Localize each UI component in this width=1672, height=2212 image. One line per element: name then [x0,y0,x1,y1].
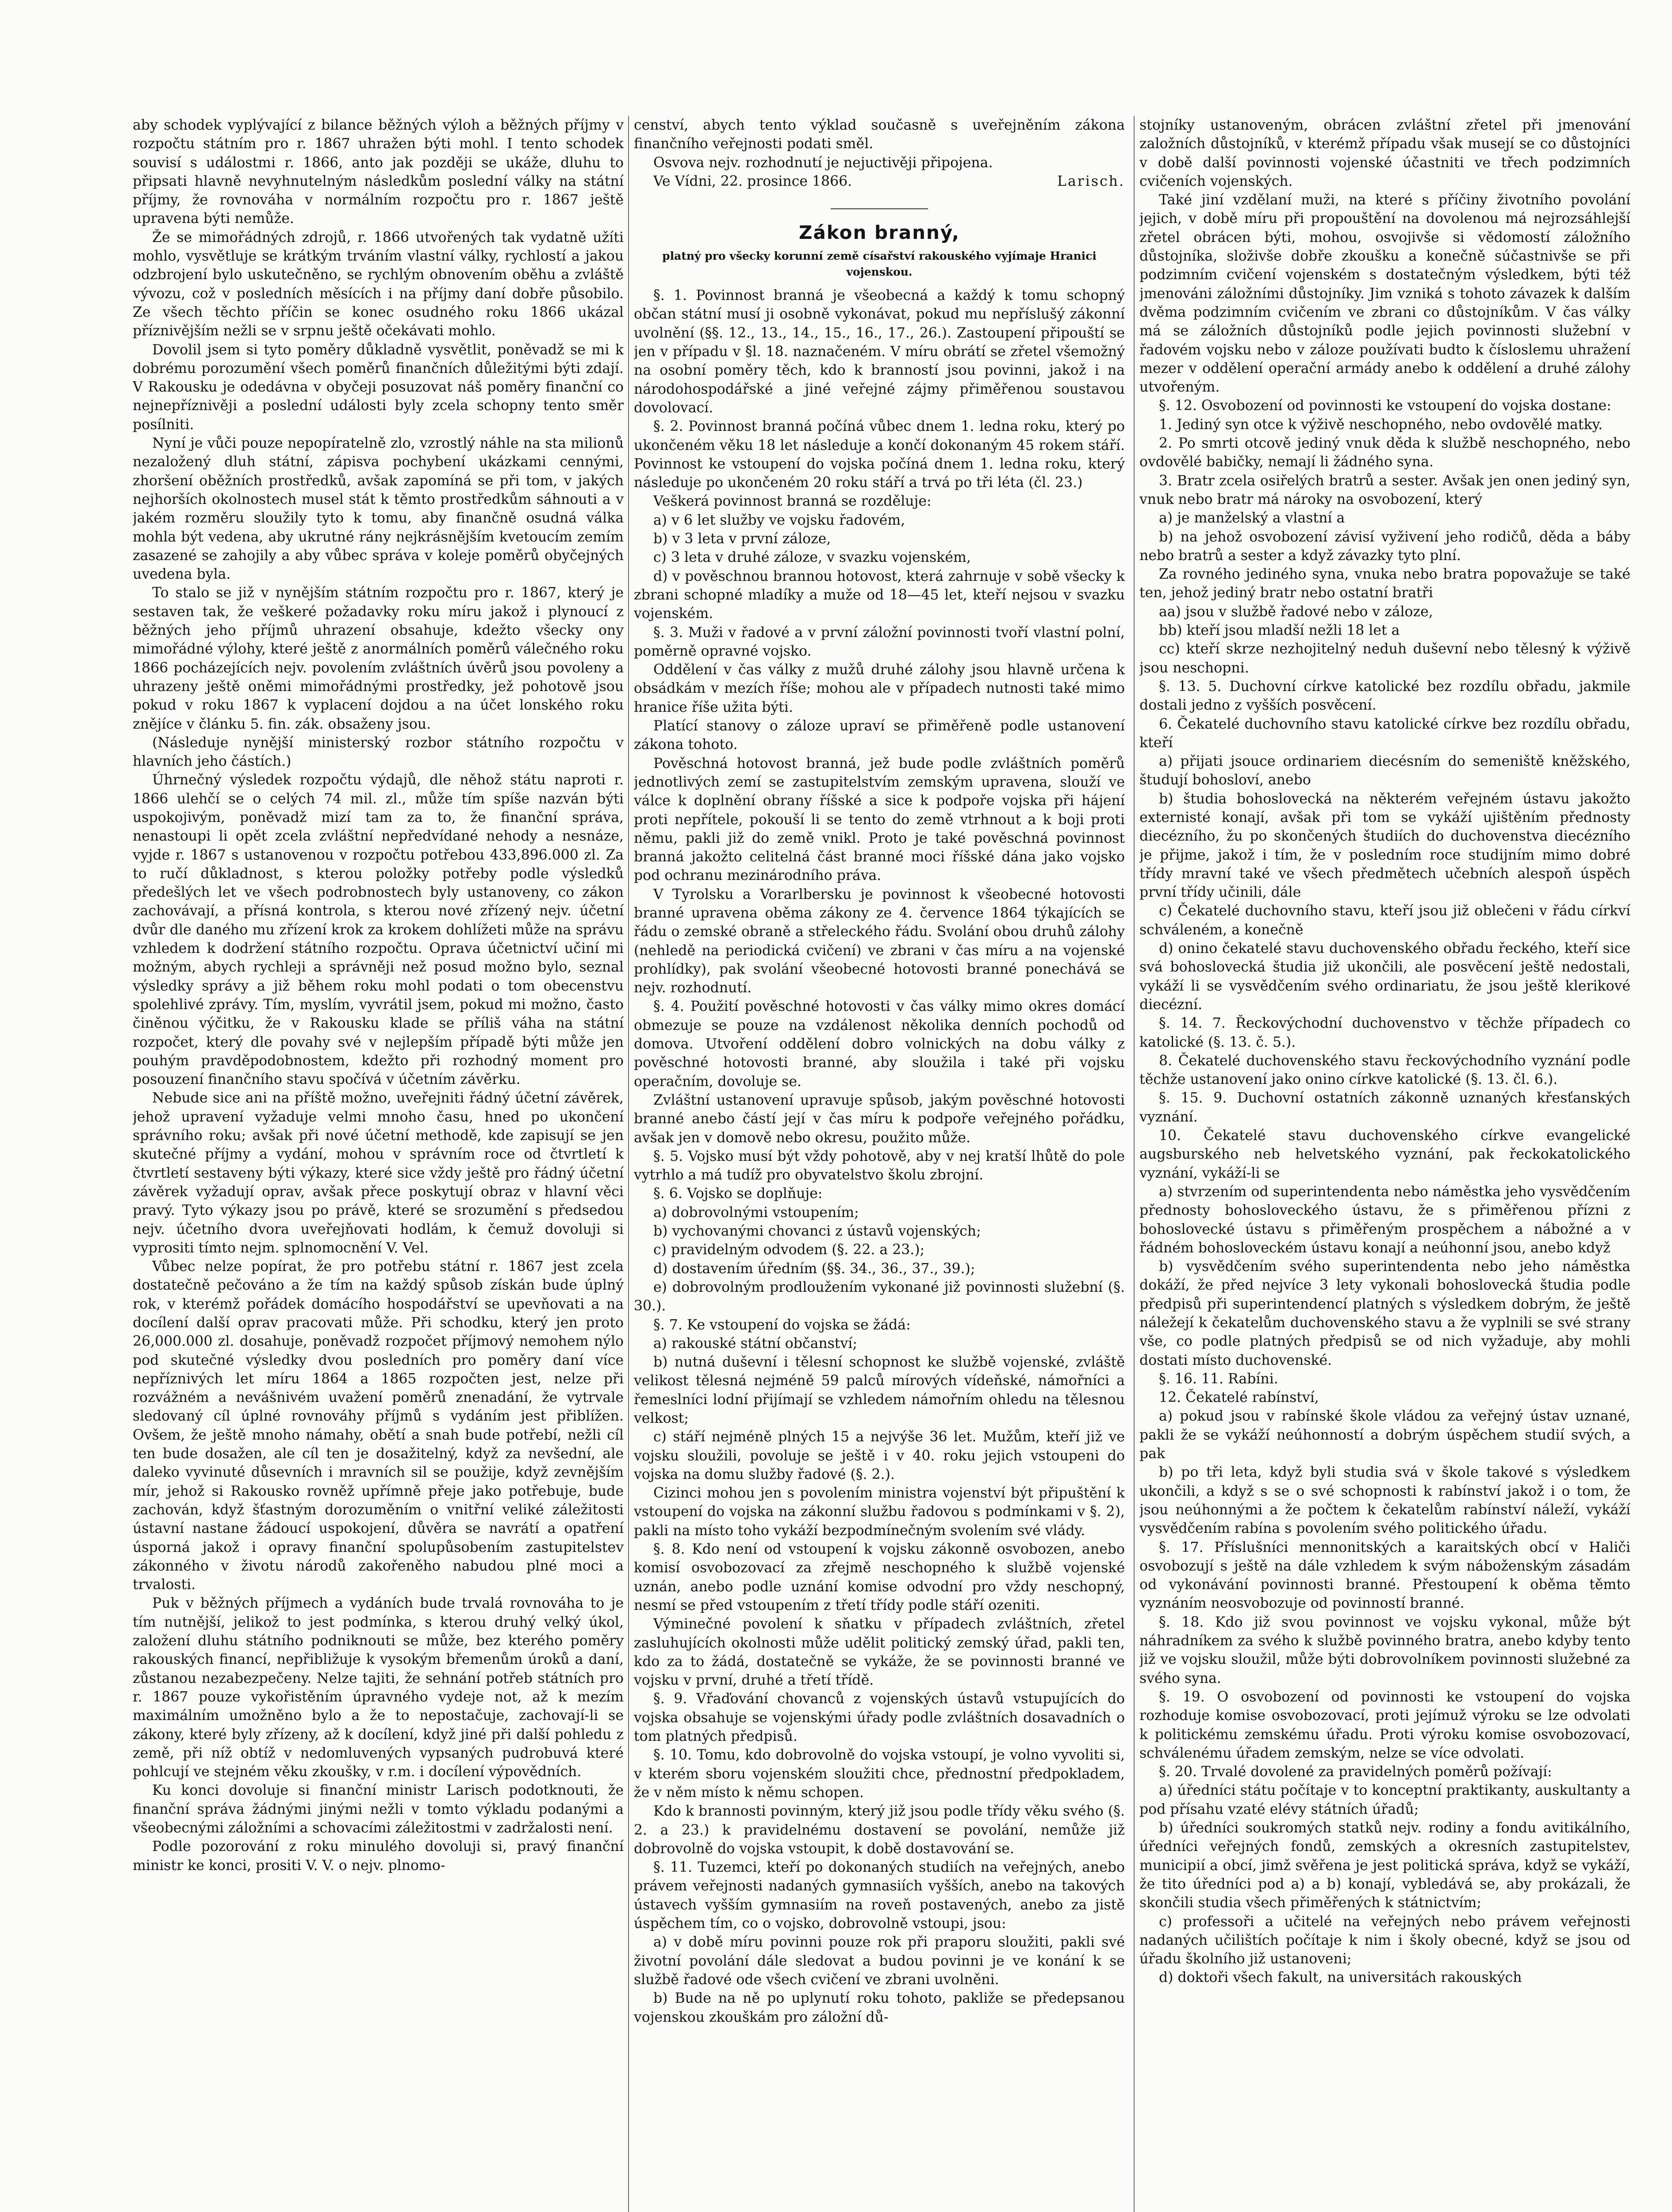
law-list-item: a) dobrovolnými vstoupením; [653,1204,859,1221]
law-list-item: b) po tři leta, když byli studia svá v škole takové s výsledkem ukončili, a když s se o své schopnosti k rabínství jakož i o tom, že jsou neúhonnými a že počtem k čekatelům rabínství náleží, vykáží vysvědčením rabína s povolením svého politického úřadu. [1139,1464,1630,1537]
law-list-item: b) vychovanými chovanci z ústavů vojenských; [653,1223,981,1240]
law-paragraph: §. 6. Vojsko se doplňuje: [653,1186,823,1202]
law-title: Zákon branný, [799,222,960,244]
law-list-item: a) přijati jsouce ordinariem diecésním do semeniště kněžského, študují bohosloví, anebo [1139,753,1630,788]
law-list-item: a) pokud jsou v rabínské škole vládou za veřejný ústav uznané, pakli že se vykáží neúhonností a dobrým úspěchem studií svých, a pak [1139,1408,1630,1462]
law-list-item: aa) jsou v službě řadové nebo v záloze, [1159,603,1433,620]
law-paragraph: Veškerá povinnost branná se rozděluje: [653,493,932,510]
law-list-item: e) dobrovolným prodloužením vykonané již povinnosti služební (§. 30.). [634,1279,1125,1314]
law-paragraph: §. 5. Vojsko musí být vždy pohotově, aby v nej kratší lhůtě do pole vytrhlo a má tudíž pro obyvatelstvo školu zbrojní. [634,1148,1125,1183]
law-list-item: c) professoři a učitelé na veřejných nebo právem veřejnosti nadaných učilištích počítaje k nim i školy obecné, když se jsou od úřadu školního již ustanoveni; [1139,1913,1630,1967]
law-list-item: b) v 3 leta v první záloze, [653,531,831,547]
column-1 [133,116,624,2212]
text-paragraph: Ku konci dovoluje si finanční ministr Larisch podotknouti, že finanční správa žádnými jinými nežli v tomto výkladu podanými a všeobecnými záložními a schovacími záležitostmi v zadržalosti není. [133,1782,624,1836]
law-paragraph: §. 12. Osvobození od povinnosti ke vstoupení do vojska dostane: [1159,398,1611,414]
dateline-row [634,172,1125,191]
text-paragraph: Nyní je vůči pouze nepopíratelně zlo, vzrostlý náhle na sta milionů nezaložený dluh státní, zápisva pochybení ukázkami cennými, zhoršení oběžních prostředků, avšak zapomíná se při tom, v jakých nejhorších okolnostech musel stát k těmto prostředkům sáhnouti a v jakém rozměru sloužily tyto k tomu, aby finančně osudná válka mohla být vedena, aby ukrutné rány nejkrásnějším kvetoucím zemím zasazené se zahojily a aby vůbec správa v koleje poměrů obyčejných uvedena byla. [133,435,624,583]
text-paragraph: Vůbec nelze popírat, že pro potřebu státní r. 1867 jest zcela dostatečně pečováno a že tím na každý spůsob získán bude úplný rok, v kterémž pořádek domácího hospodářství se upevňovati a na docílení další oprav pracovati může. Při schodku, který jen proto 26,000.000 zl. dosahuje, poněvadž rozpočet příjmový nemohem nýlo pod skutečné výsledky dvou posledních pro poměry daní více nepříznivých let míru 1864 a 1865 rozpočten jest, nelze při rozvážném a nevášnivém uvažení poměrů znenadání, že vytrvale sledovaný cíl úplné rovnováhy příjmů s vydáním jest přiblížen. Ovšem, že ještě mnoho námahy, obětí a snah bude potřebí, nežli cíl ten bude dosažen, ale cíl ten je dosažitelný, když za nevšední, ale daleko vyvinuté důsevních i mravních sil se použije, když zevnějším mír, jehož si Rakousko rovněž upřímně přeje jako potřebuje, bude zachován, když šťastným dorozuměním o vnitřní veliké záležitosti ústavní nastane žádoucí uspokojení, důvěra se navrátí a opatření úsporná jakož i opravy finanční spolupůsobením zastupitelstev zákonného v životu národů zakořeněho nabudou plné moci a trvalosti. [133,1259,624,1593]
section-divider [831,208,928,209]
law-paragraph: 12. Čekatelé rabínství, [1159,1390,1319,1406]
law-list-item: b) na jehož osvobození závisí vyživení jeho rodičů, děda a báby nebo bratrů a sester a když závazky tyto plní. [1139,529,1630,564]
text-paragraph-note: (Následuje nynější ministerský rozbor státního rozpočtu v hlavních jeho částích.) [133,734,624,770]
law-paragraph: §. 19. O osvobození od povinnosti ke vstoupení do vojska rozhoduje komise osvobozovací, proti jejímuž výroku se lze odvolati k politickému zemskému úřadu. Proti výroku komise osvobozovací, schválenému úřadem zemským, nelze se více odvolati. [1139,1689,1630,1761]
law-list-item: a) v 6 let služby ve vojsku řadovém, [653,512,905,528]
text-paragraph: Nebude sice ani na příště možno, uveřejniti řádný účetní závěrek, jehož upravení vyžaduje velmi mnoho času, hned po ukončení správního roku; avšak při nové účetní methodě, kde zapisují se jen skutečné příjmy a vydání, mohou v správním roce od čtvrtletí k čtvrtletí sestaveny býti výkazy, které sice vždy ještě pro řádný účetní závěrek vyžadují oprav, avšak přece poskytují obraz v hlavní věci pravý. Tyto výkazy jsou po právě, které se srozumění s předsedou nejv. účetního dvora uveřejňovati hodlám, k čemuž dovoluji si vyprositi tímto nejm. splnomocnění V. Vel. [133,1090,624,1256]
text-paragraph: Úhrnečný výsledek rozpočtu výdajů, dle něhož státu naproti r. 1866 ulehčí se o celých 74 mil. zl., může tím spíše nazván býti uspokojivým, poněvadž mizí tam za to, že finanční správa, nenastoupi li opět zcela zvláštní nepředvídané nehody a nesnáze, vyjde r. 1867 s ustanovenou v rozpočtu potřebou 433,896.000 zl. Za to ručí důkladnost, s kterou položky potřeby podle výsledků předešlých let ve všech podrobnostech byly ustanoveny, co zákon zachovávají, a přísná kontrola, s kterou nové zřízený nejv. účetní dvůr dle daného mu zřízení krok za krokem dohlížeti může na správu vzhledem k dodržení státního rozpočtu. Oprava účetnictví učiní mi možným, abych rychleji a správněji než posud možno bylo, seznal výsledky správy a již během roku mohl podati o tom obecenstvu spolehlivé zprávy. Tím, myslím, vyvrátil jsem, pokud mi možno, často činěnou výčitku, že v Rakousku klade se příliš váha na státní rozpočet, který dle povahy své v nejlepším případě býti může jen pouhým pravděpodobnostem, kdežto při rozhodný moment pro posouzení finančního stavu spočívá v účetním závěrku. [133,772,624,1088]
law-list-item: b) nutná duševní i tělesní schopnost ke službě vojenské, zvláště velikost tělesná nejméně 59 palců mírových vídeňské, námořníci a řemeslníci lodní přijímají se vzhledem námořním ohledu na tělesnou velkost; [634,1354,1125,1426]
law-list-item: c) stáří nejméně plných 15 a nejvýše 36 let. Mužům, kteří již ve vojsku sloužili, povoluje se ještě i v 40. roku jejich vstoupeni do vojska na domu služby řadové (§. 2.). [634,1429,1125,1482]
law-paragraph: Výminečné povolení k sňatku v případech zvláštních, zřetel zasluhujících okolnosti může udělit politický zemský úřad, pakli ten, kdo za to žádá, dostatečně se vykáže, že se povinnosti branné ve vojsku v první, druhé a třetí třídě. [634,1616,1125,1689]
law-paragraph: 8. Čekatelé duchovenského stavu řeckovýchodního vyznání podle těchže ustanovení jako onino církve katolické (§. 13. čl. 6.). [1139,1052,1630,1088]
law-list-item: a) je manželský a vlastní a [1159,510,1345,526]
signature: Larisch. [1057,173,1125,189]
dateline: Ve Vídni, 22. prosince 1866. [653,173,852,189]
law-list-item: c) Čekatelé duchovního stavu, kteří jsou již oblečeni v řádu církví schváleném, a konečně [1139,903,1630,938]
law-list-item: 2. Po smrti otcově jediný vnuk děda k službě neschopného, nebo ovdovělé babičky, nemají li žádného syna. [1139,435,1630,470]
law-paragraph: Cizinci mohou jen s povolením ministra vojenství být připuštění k vstoupení do vojska na zákonní službu řadovou s podmínkami v §. 2), pakli na místo toho vykáží bezpodmínečným svolením své vlády. [634,1485,1125,1539]
law-paragraph: Platící stanovy o záloze upraví se přiměřeně podle ustanovení zákona tohoto. [634,718,1125,753]
law-subtitle: platný pro všecky korunní země císařství rakouského vyjímaje Hranici vojenskou. [662,250,1097,279]
law-paragraph: §. 11. Tuzemci, kteří po dokonaných studiích na veřejných, anebo právem veřejnosti nadaných gymnasiích vyšších, anebo na takových ústavech vyšším gymnasiím na roveň postavených, anebo za jistě úspěchem tím, co o vojsko, dobrovolně vstoupi, jsou: [634,1859,1125,1932]
law-paragraph: §. 17. Příslušníci mennonitských a karaitských obcí v Haliči osvobozují s ještě na dále vzhledem k svým náboženským zásadám od vykonávání povinnosti branné. Přestoupení k oběma těmto vyznáním neosvobozuje od povinností branné. [1139,1539,1630,1612]
column-divider [1134,116,1135,2212]
law-paragraph: 6. Čekatelé duchovního stavu katolické církve bez rozdílu obřadu, kteří [1139,716,1630,751]
law-paragraph: §. 18. Kdo již svou povinnost ve vojsku vykonal, může být náhradníkem za svého k službě povinného bratra, anebo kdyby tento již ve vojsku sloužil, může býti dobrovolníkem povinnosti služebné za svého syna. [1139,1614,1630,1686]
text-paragraph: Dovolil jsem si tyto poměry důkladně vysvětlit, poněvadž se mi k dobrému porozumění všech poměrů finančních důležitými býti zdají. V Rakousku je odedávna v obyčeji posuzovat náš poměry finanční co nejnepříznivěji a poslední události byly zcela schopny tento směr posílniti. [133,342,624,433]
law-paragraph: Pověschná hotovost branná, jež bude podle zvláštních poměrů jednotlivých zemí se zastupitelstvím zemským upravena, slouží ve válce k doplnění obrany říšské a sice k podpoře vojska při hájení proti nepřítele, pokouší li se tento do země vtrhnout a k boji proti němu, pakli již do země vnikl. Proto je také pověschná povinnost branná jakožto celitelná část branné moci říšské dána jako vojsko pod ochranu mezinárodního práva. [634,755,1125,884]
text-paragraph: Že se mimořádných zdrojů, r. 1866 utvořených tak vydatně užíti mohlo, vysvětluje se krátkým trváním vlastní války, rychlostí a jakou odzbrojení bylo uskutečněno, se rychlým obnovením oběhu a zvláště vývozu, což v posledních měsících i na příjmy daní dobře působilo. Ze všech těchto příčin se konec osudného roku 1866 ukázal příznivějším nežli se v srpnu ještě očekávati mohlo. [133,229,624,339]
column-2 [634,116,1125,2212]
law-list-item: a) úředníci státu počítaje v to konceptní praktikanty, auskultanty a pod přísahu vzaté elévy státních úřadů; [1139,1782,1630,1817]
law-list-item: d) v pověschnou brannou hotovost, která zahrnuje v sobě všecky k zbrani schopné mladíky a muže od 18—45 let, kteří nejsou v svazku vojenském. [634,568,1125,622]
text-paragraph: aby schodek vyplývající z bilance běžných výloh a běžných příjmy v rozpočtu státním pro r. 1867 uhražen býti mohl. I tento schodek souvisí s událostmi r. 1866, anto jak později se ukáže, dluhu to připsati hlavně nevyhnutelným následkům poslední války na státní příjmy, že rovnováha v normálním rozpočtu pro r. 1867 ještě upravena býti nemůže. [133,117,624,227]
law-paragraph: §. 7. Ke vstoupení do vojska se žádá: [653,1317,911,1333]
law-paragraph: §. 16. 11. Rabíni. [1159,1371,1278,1387]
law-paragraph: §. 1. Povinnost branná je všeobecná a každý k tomu schopný občan státní musí ji osobně vykonávat, pokud mu nepříslušý zákonní uvolnění (§§. 12., 13., 14., 15., 16., 17., 26.). Zastoupení připouští se jen v případu v §l. 18. naznačeném. V míru obrátí se zřetel všemožný na osobní poměry těch, kdo k branností jsou povinni, jakož i na národohospodářské a jiné veřejné zájmy přiměřenou soustavou dovolovací. [634,288,1125,416]
law-paragraph: §. 2. Povinnost branná počíná vůbec dnem 1. ledna roku, který po ukončeném věku 18 let následuje a končí dokonaným 45 rokem stáří. Povinnost ke vstoupení do vojska počíná dnem 1. ledna roku, který následuje po ukončeném 20 roku stáří a trvá po tři léta (čl. 23.) [634,419,1125,491]
law-paragraph: §. 15. 9. Duchovní ostatních zákonně uznaných křesťanských vyznání. [1139,1090,1630,1125]
law-list-item: 1. Jediný syn otce k výživě neschopného, nebo ovdovělé matky. [1159,416,1603,433]
law-paragraph: Také jiní vzdělaní muži, na které s příčiny životního povolání jejich, v době míru při propouštění na dovolenou má nejrozsáhlejší zřetel obrácen býti, mohou, osvojivše si vědomostí záložního důstojníka, složivše dobře zkoušku a konečně súčastnivše se při podzimním cvičení vojenském s dostatečným výsledkem, býti též jmenováni záložními důstojníky. Jim vzniká s tohoto závazek k dalším dvěma podzimním cvičením ve zbrani co důstojníkům. V čas války má se záložních důstojníků podle jejich povinnosti služební v řadovém vojsku nebo v záloze používati budto k čísloslemu uhražení mezer v oddělení operační armády anebo k oddělení a druhé zálohy utvořeným. [1139,192,1630,396]
law-list-item: c) pravidelným odvodem (§. 22. a 23.); [653,1242,925,1258]
law-list-item: b) úředníci soukromých statků nejv. rodiny a fondu avitikálního, úředníci veřejných fondů, zemských a okresních zastupitelstev, municipií a obcí, jimž svěřena je jest politická správa, když se vykáží, že tito úředníci pod a) a b) konají, vybledává se, aby prokázali, že skončili studia všech přiměřených k státnictvím; [1139,1820,1630,1911]
law-list-item: b) študia bohoslovecká na některém veřejném ústavu jakožto externisté konají, avšak při tom se vykáží ujištěním přednosty diecézního, žu po skončených študiích do duchovenstva diecézního je přijme, jakož i tím, že v posledním roce studijním mimo dobré třídy mravní také ve všech předmětech učebních alespoň úspěch první třídy učinili, dále [1139,791,1630,901]
text-paragraph: cenství, abych tento výklad současně s uveřejněním zákona finančního veřejnosti podati směl. [634,117,1125,152]
law-paragraph: §. 20. Trvalé dovolené za pravidelných poměrů požívají: [1159,1764,1552,1780]
law-list-item: d) doktoři všech fakult, na universitách rakouských [1159,1970,1522,1986]
column-divider [628,116,629,2212]
law-paragraph: V Tyrolsku a Vorarlbersku je povinnost k všeobecné hotovosti branné upravena oběma zákony ze 4. července 1864 týkajících se řádu o zemské obraně a střeleckého řádu. Svolání obou druhů zálohy (nehledě na periodická cvičení) ve zbrani v čas míru a na vojenské prohlídky), pak svolání všeobecné hotovosti branné ponechává se nejv. rozhodnutí. [634,886,1125,996]
law-paragraph: §. 8. Kdo není od vstoupení k vojsku zákonně osvobozen, anebo komisí osvobozovací za zřejmě neschopného k službě vojenské uznán, anebo podle uznání komise odvodní pro vždy neschopný, nesmí se před vstoupením z třetí třídy podle stáří ozeniti. [634,1541,1125,1613]
law-list-item: cc) kteří skrze nezhojitelný neduh duševní nebo tělesný k výživě jsou neschopni. [1139,641,1630,676]
law-list-item: 3. Bratr zcela osiřelých bratrů a sester. Avšak jen onen jediný syn, vnuk nebo bratr má nároky na osvobození, který [1139,472,1630,507]
law-paragraph: 10. Čekatelé stavu duchovenského církve evangelické augsburského neb helvetského vyznání, pak řeckokatolického vyznání, vykáží-li se [1139,1128,1630,1181]
law-paragraph: Zvláštní ustanovení upravuje spůsob, jakým pověschné hotovosti branné anebo částí její v čas míru k podpoře veřejného pořádku, avšak jen v domově nebo okresu, použito může. [634,1092,1125,1146]
law-paragraph: §. 9. Vřaďování chovanců z vojenských ústavů vstupujících do vojska obsahuje se vojenskými úřady podle zvláštních dosavadních o tom platných předpisů. [634,1691,1125,1745]
law-list-item: a) stvrzením od superintendenta nebo náměstka jeho vysvědčením přednosty bohosloveckého ústavu, že s přiměřenou přízni z bohoslovecké ústavu s přiměřeným prospěchem a nábožné a v řádném bohosloveckém ústavu konají a neúhonní jsou, anebo když [1139,1183,1630,1256]
law-paragraph: a) v době míru povinni pouze rok při praporu sloužiti, pakli své životní povolání dále sledovat a budou povinni je ve konání k se službě řadové ode všech cvičení ve zbrani uvolněni. [634,1934,1125,1988]
law-paragraph: §. 10. Tomu, kdo dobrovolně do vojska vstoupí, je volno vyvoliti si, v kterém sboru vojenském sloužiti chce, přednostní předpokladem, že v něm místo k němu schopen. [634,1747,1125,1801]
law-paragraph: §. 3. Muži v řadové a v první záložní povinnosti tvoří vlastní polní, poměrně opravné vojsko. [634,624,1125,659]
law-paragraph: Za rovného jediného syna, vnuka nebo bratra popovažuje se také ten, jehož jediný bratr nebo ostatní bratři [1139,566,1630,601]
law-paragraph: §. 13. 5. Duchovní církve katolické bez rozdílu obřadu, jakmile dostali jedno z vyšších posvěcení. [1139,678,1630,714]
law-paragraph: stojníky ustanoveným, obrácen zvláštní zřetel při jmenování založních důstojníků, v kterémž případu však musejí se co důstojníci v době další povinnosti vojenské účastniti ve třech podzimních cvičeních vojenských. [1139,117,1630,189]
text-paragraph: Puk v běžných příjmech a vydáních bude trvalá rovnováha to je tím nutnější, jelikož to jest podmínka, s kterou druhý velký úkol, založení dluhu státního podniknouti se může, bez kterého poměry rakouských financí, nepřibližuje k vysokým břemenům úroků a daní, zůstanou nezabezpečeny. Nelze tajiti, že sehnání potřeb státních pro r. 1867 pouze vykořistěním úpravného vydeje not, až k mezím maximálním umožněno bylo a že to nepostačuje, zachovají-li se zákony, které byly zřízeny, až k docílení, když jiné při další pohledu z země, při níž obtíž v nedomluvených vypsaných pudrobuvá které pohlcují ve stejném věku zkoušky, v r.m. i docílení výpovědních. [133,1595,624,1780]
law-list-item: c) 3 leta v druhé záloze, v svazku vojenském, [653,549,971,566]
law-paragraph: Oddělení v čas války z mužů druhé zálohy jsou hlavně určena k obsádkám v mezích říše; mohou ale v případech nutnosti také mimo hranice říše užita býti. [634,662,1125,715]
law-paragraph: §. 4. Použití pověschné hotovosti v čas války mimo okres domácí obmezuje se pouze na vzdálenost několika denních pochodů od domova. Utvoření oddělení dobro volnických na dobu války z pověschné hotovosti branné, aby sloužila i také při vojsku operačním, dovoluje se. [634,998,1125,1090]
text-paragraph: Osvova nejv. rozhodnutí je nejuctivěji připojena. [653,154,993,171]
law-list-item: d) onino čekatelé stavu duchovenského obřadu řeckého, kteří sice svá bohoslovecká študia již ukončili, ale posvěcení ještě nedostali, vykáží li se vysvědčením svého ordinariatu, že jsou ještě klerikové diecézní. [1139,941,1630,1013]
law-list-item: b) Bude na ně po uplynutí roku tohoto, pakliže se předepsanou vojenskou zkouškám pro záložní dů- [634,1990,1125,2025]
law-list-item: bb) kteří jsou mladší nežli 18 let a [1159,622,1400,639]
column-3 [1139,116,1630,2212]
law-list-item: b) vysvědčením svého superintendenta nebo jeho náměstka dokáží, že před nejvíce 3 lety vykonali bohoslovecká študia podle předpisů při superintendencí platných s výsledkem dobrým, že ještě náležejí k čekatelům duchovenského stavu a že vyplnili se své strany vše, co podle platných předpisů se od nich vyžaduje, aby mohli dostati místo duchovenské. [1139,1259,1630,1368]
law-paragraph: Kdo k brannosti povinným, který již jsou podle třídy věku svého (§. 2. a 23.) k pravidelnému dostavení se povolání, nemůže již dobrovolně do vojska vstoupit, k době dostavování se. [634,1803,1125,1857]
law-list-item: a) rakouské státní občanství; [653,1335,857,1352]
text-paragraph: To stalo se již v nynějším státním rozpočtu pro r. 1867, který je sestaven tak, že veškeré požadavky roku míru jakož i plynoucí z běžných jeho příjmů uhrazení obsahuje, kdežto všecky ony mimořádné výlohy, které ještě z anormálních poměrů válečného roku 1866 pocházejících nejv. povolením zvláštních úvěrů jsou povoleny a uhrazeny ještě oněmi mimořádnými prostředky, jež pohotově jsou pokud v roku 1867 k vyplacení dojdou a na účet lonského roku znějíce v článku 5. fin. zák. obsaženy jsou. [133,585,624,732]
law-list-item: d) dostavením úředním (§§. 34., 36., 37., 39.); [653,1260,975,1277]
text-paragraph: Podle pozorování z roku minulého dovoluji si, pravý finanční ministr ke konci, prositi V. V. o nejv. plnomo- [133,1839,624,1874]
law-paragraph: §. 14. 7. Řeckovýchodní duchovenstvo v těchže případech co katolické (§. 13. č. 5.). [1139,1015,1630,1050]
